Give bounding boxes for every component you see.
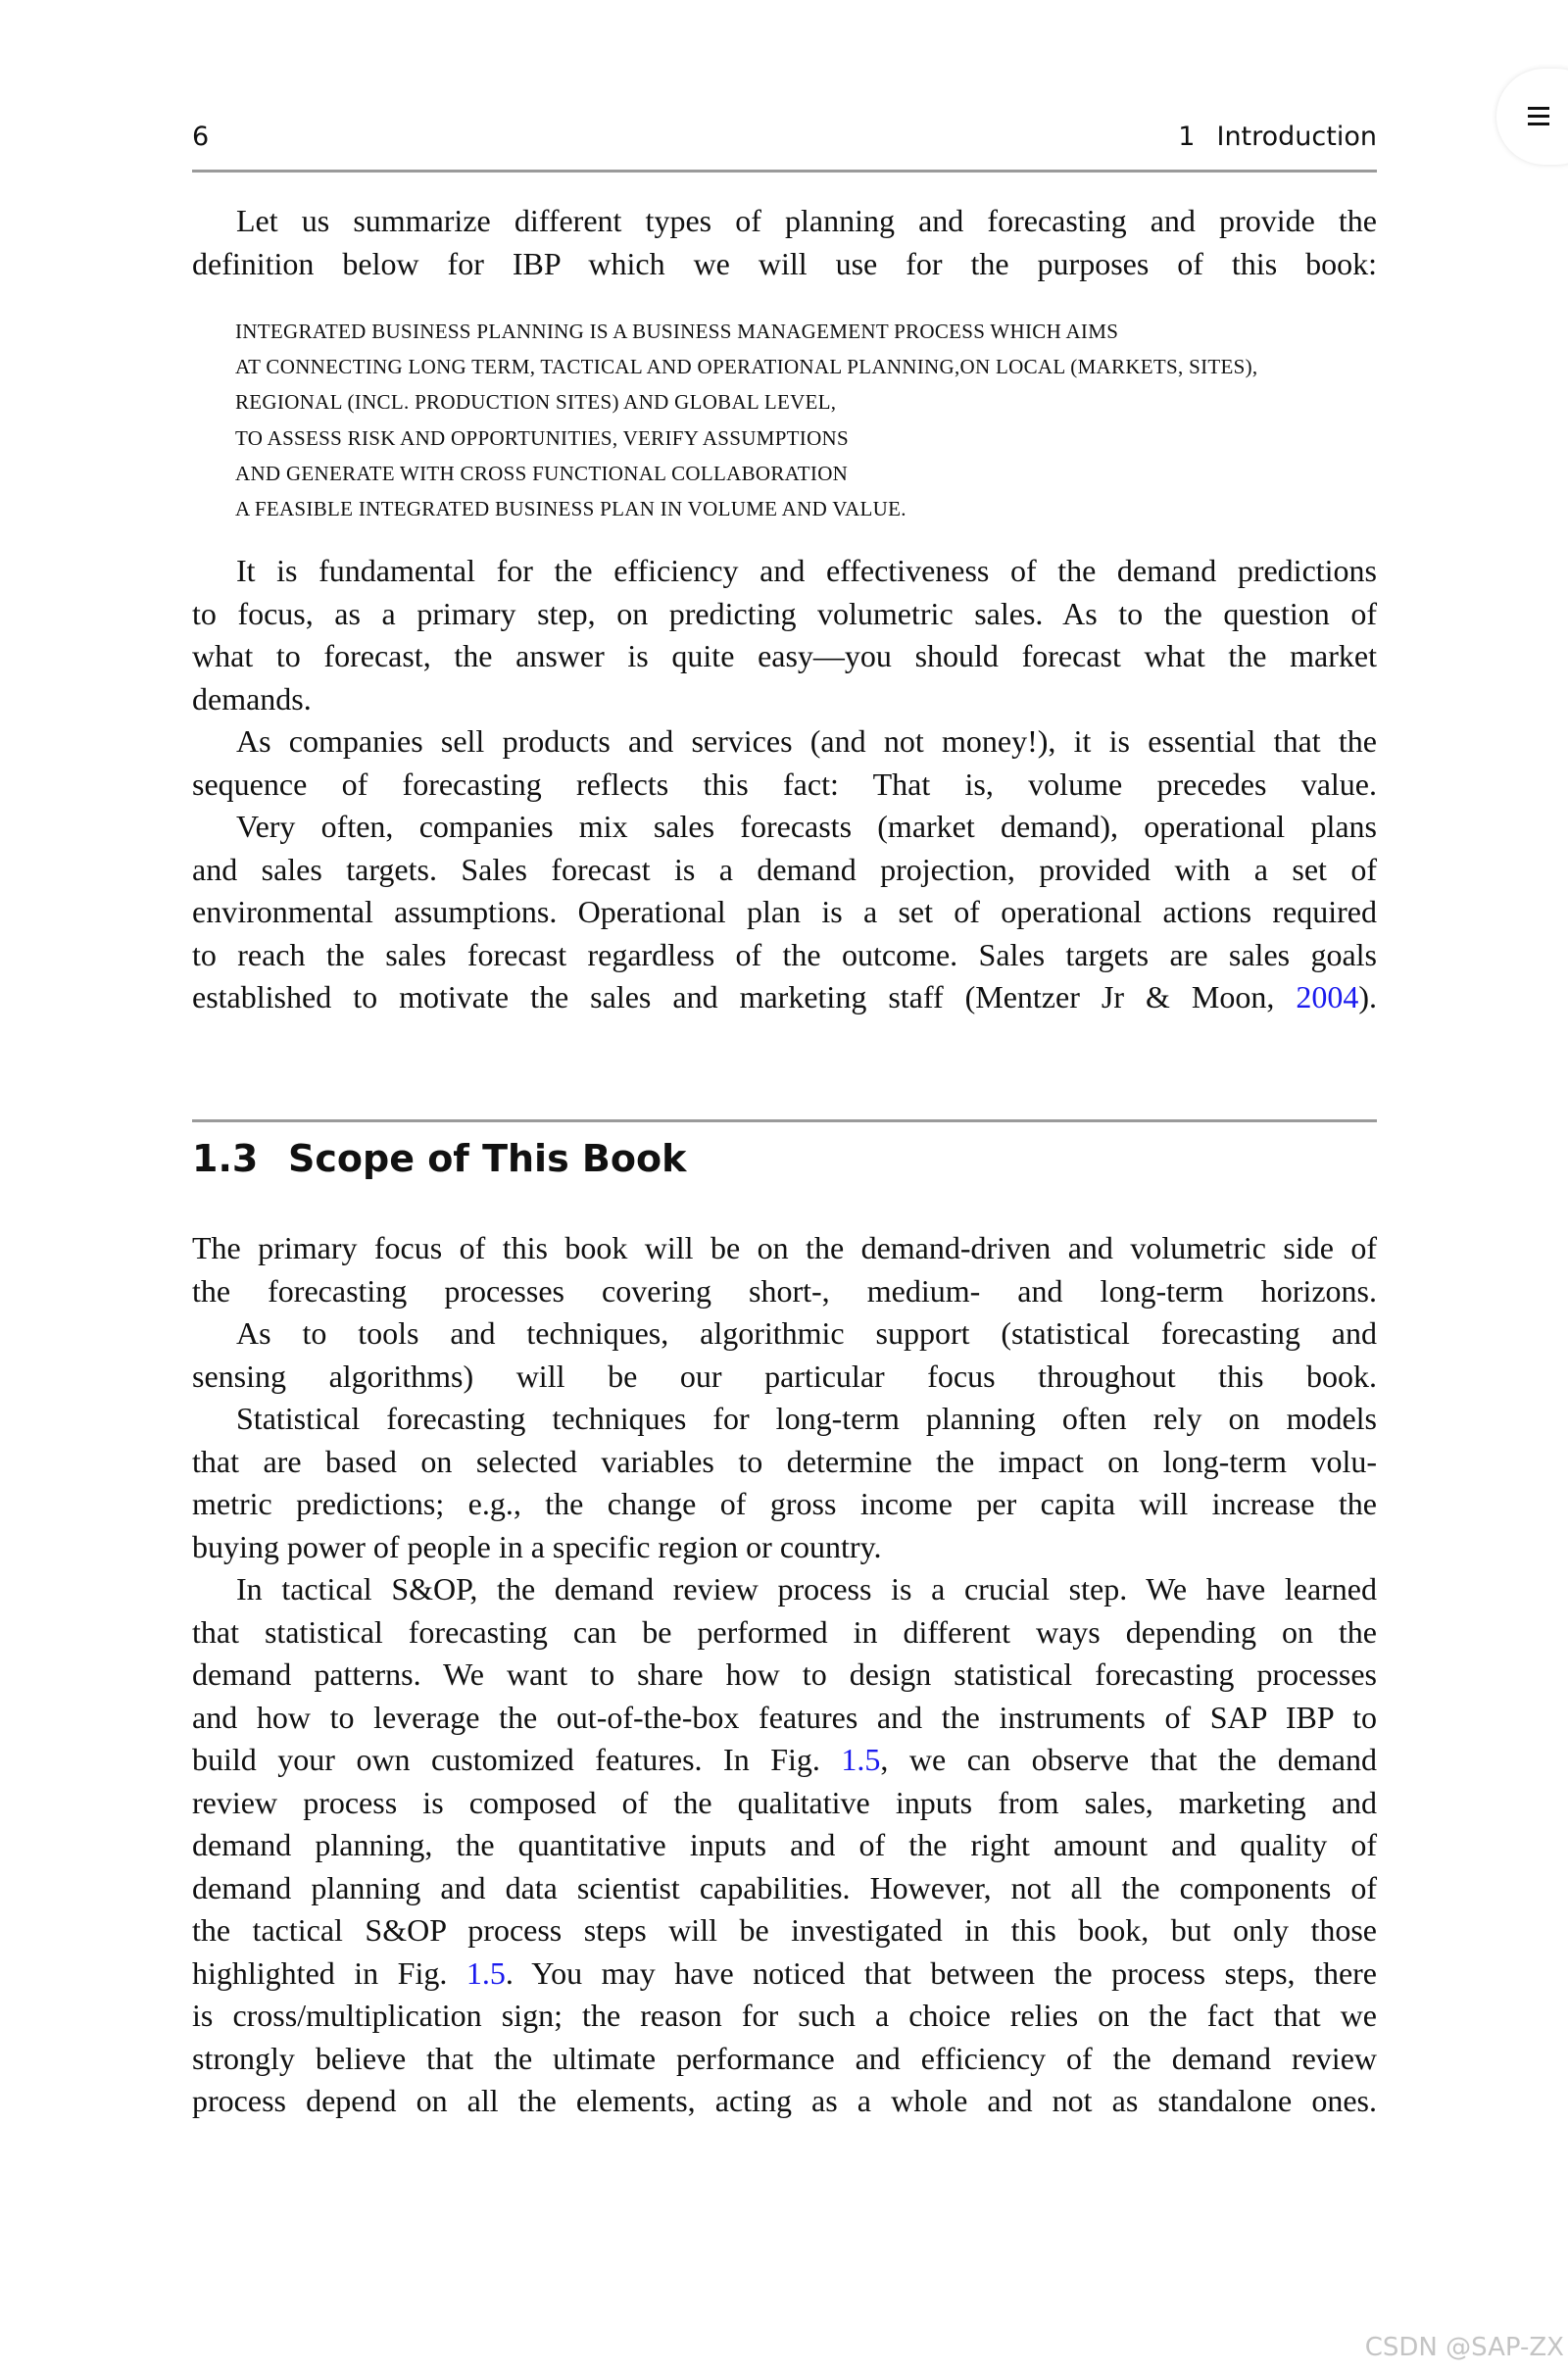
text-line: that are based on selected variables to determine the impact on long-term volu- (192, 1443, 1377, 1479)
text-line: metric predictions; e.g., the change of gross income per capita will increase the (192, 1486, 1377, 1521)
definition-line: A FEASIBLE INTEGRATED BUSINESS PLAN IN VOLUME AND VALUE. (235, 496, 906, 520)
text-line: strongly believe that the ultimate performance and efficiency of the demand review (192, 2040, 1377, 2076)
text-line: demand planning and data scientist capabilities. However, not all the components of (192, 1869, 1377, 1905)
text-line: demands. (192, 680, 312, 717)
header-rule (192, 170, 1377, 173)
section-number: 1.3 (192, 1137, 259, 1180)
reference-link[interactable]: 1.5 (466, 1954, 506, 1991)
text-line: As companies sell products and services (and not money!), it is essential that the (236, 723, 1377, 759)
text-line: environmental assumptions. Operational plan is a set of operational actions required (192, 894, 1377, 929)
reference-link[interactable]: 2004 (1296, 979, 1359, 1014)
text-line: is cross/multiplication sign; the reason for such a choice relies on the fact that we (192, 1998, 1377, 2033)
definition-line: AND GENERATE WITH CROSS FUNCTIONAL COLLABORATION (235, 461, 849, 485)
text-line: process depend on all the elements, acting as a whole and not as standalone ones. (192, 2083, 1377, 2118)
definition-line: AT CONNECTING LONG TERM, TACTICAL AND OPERATIONAL PLANNING,ON LOCAL (MARKETS, SITES), (235, 355, 1258, 379)
watermark: CSDN @SAP-ZX (1364, 2333, 1564, 2362)
text-segment: , we can observe that the demand (880, 1742, 1377, 1777)
text-line (192, 976, 1377, 1019)
section-heading (192, 1137, 686, 1180)
ibp-definition (235, 314, 1257, 526)
text-line: Statistical forecasting techniques for long-term planning often rely on models (236, 1401, 1377, 1436)
text-line: to reach the sales forecast regardless of the outcome. Sales targets are sales goals (192, 936, 1377, 972)
section-rule (192, 1119, 1377, 1122)
intro-text (192, 200, 1377, 285)
definition-line: TO ASSESS RISK AND OPPORTUNITIES, VERIFY ASSUMPTIONS (235, 425, 850, 450)
text-segment: ). (1358, 979, 1377, 1014)
text-line: In tactical S&OP, the demand review process is a crucial step. We have learned (236, 1571, 1377, 1607)
menu-button[interactable] (1496, 69, 1568, 165)
page-number: 6 (192, 122, 210, 152)
text-line (192, 1739, 1377, 1782)
section-title: Scope of This Book (288, 1137, 687, 1180)
section-text (192, 1227, 1377, 2123)
text-segment: build your own customized features. In Fig. (192, 1742, 842, 1777)
text-line: the tactical S&OP process steps will be investigated in this book, but only those (192, 1912, 1377, 1948)
text-line: that statistical forecasting can be performed in different ways depending on the (192, 1613, 1377, 1650)
definition-line: INTEGRATED BUSINESS PLANNING IS A BUSINESS MANAGEMENT PROCESS WHICH AIMS (235, 320, 1119, 343)
text-line: and how to leverage the out-of-the-box features and the instruments of SAP IBP to (192, 1699, 1377, 1735)
reference-link[interactable]: 1.5 (841, 1742, 881, 1777)
body-text (192, 550, 1377, 1019)
running-header (1178, 122, 1377, 152)
text-line: demand planning, the quantitative inputs and of the right amount and quality of (192, 1827, 1377, 1862)
text-line: sequence of forecasting reflects this fact: That is, volume precedes value. (192, 766, 1377, 802)
text-line: definition below for IBP which we will use for the purposes of this book: (192, 245, 1377, 281)
chapter-title: Introduction (1216, 122, 1377, 152)
text-line: the forecasting processes covering short-, medium- and long-term horizons. (192, 1272, 1377, 1309)
text-line: As to tools and techniques, algorithmic support (statistical forecasting and (236, 1315, 1377, 1351)
text-line (192, 1953, 1377, 1996)
text-segment: . You may have noticed that between the process steps, there (505, 1954, 1378, 1991)
text-line: It is fundamental for the efficiency and effectiveness of the demand predictions (236, 553, 1377, 588)
definition-line: REGIONAL (INCL. PRODUCTION SITES) AND GLOBAL LEVEL, (235, 390, 837, 415)
text-line: what to forecast, the answer is quite easy—you should forecast what the market (192, 638, 1377, 673)
text-line: review process is composed of the qualitative inputs from sales, marketing and (192, 1784, 1377, 1820)
text-line: to focus, as a primary step, on predicting volumetric sales. As to the question of (192, 595, 1377, 631)
text-segment: highlighted in Fig. (192, 1954, 466, 1991)
text-line: sensing algorithms) will be our particular focus throughout this book. (192, 1358, 1377, 1394)
text-line: and sales targets. Sales forecast is a demand projection, provided with a set of (192, 851, 1377, 887)
text-line: Let us summarize different types of planning and forecasting and provide the (236, 203, 1377, 238)
text-line: The primary focus of this book will be on the demand-driven and volumetric side of (192, 1230, 1377, 1265)
chapter-number: 1 (1178, 122, 1196, 152)
text-segment: established to motivate the sales and marketing staff (Mentzer Jr & Moon, (192, 979, 1297, 1014)
text-line: Very often, companies mix sales forecasts (market demand), operational plans (236, 809, 1377, 844)
text-line: buying power of people in a specific region or country. (192, 1528, 882, 1564)
text-line: demand patterns. We want to share how to design statistical forecasting processes (192, 1656, 1377, 1692)
